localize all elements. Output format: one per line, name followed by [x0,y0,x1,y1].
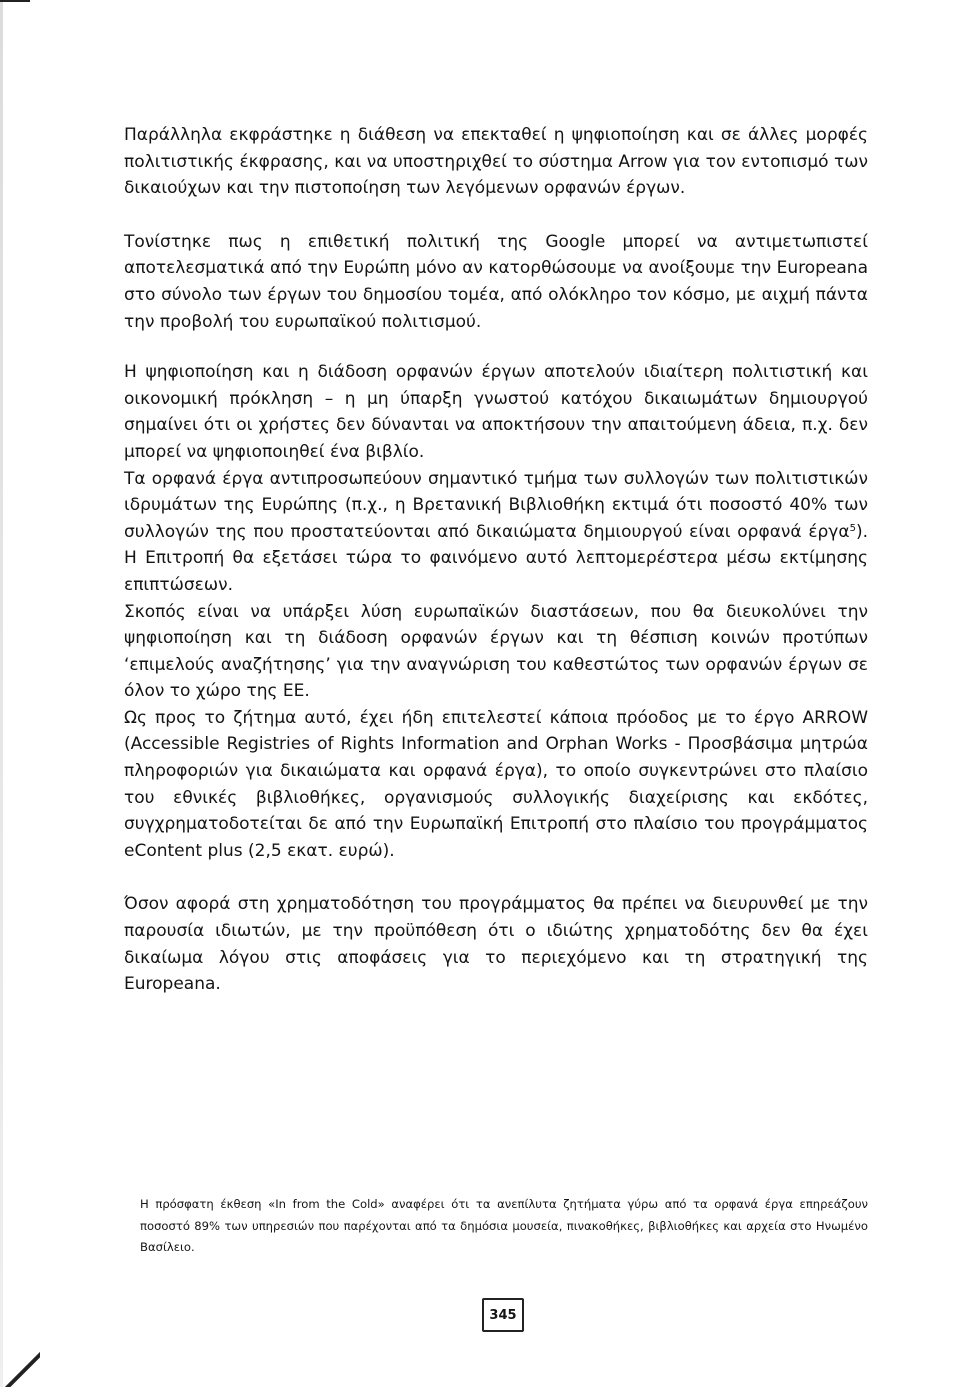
paragraph-funding: Όσον αφορά στη χρηματοδότηση του προγράμματος θα πρέπει να διευρυνθεί με την παρουσία ιδιωτών, με την προϋπόθεση ότι ο ιδιώτης χρηματοδότης δεν θα έχει δικαίωμα λόγου στις αποφάσεις για το περιεχόμενο και τη στρατηγική της Europeana. [124,894,868,995]
paragraph-orphan-works-challenge: Η ψηφιοποίηση και η διάδοση ορφανών έργων αποτελούν ιδιαίτερη πολιτιστική και οικονομική πρόκληση – η μη ύπαρξη γνωστού κατόχου δικαιωμάτων δημιουργού σημαίνει ότι οι χρήστες δεν δύνανται να αποκτήσουν την απαιτούμενη άδεια, π.χ. δεν μπορεί να ψηφιοποιηθεί ένα βιβλίο. [124,362,868,462]
footnote: Η πρόσφατη έκθεση «In from the Cold» αναφέρει ότι τα ανεπίλυτα ζητήματα γύρω από τα ορφανά έργα επηρεάζουν ποσοστό 89% των υπηρεσιών που παρέχονται από τα δημόσια μουσεία, πινακοθήκες, βιβλιοθήκες και αρχεία στο Ηνωμένο Βασίλειο. [140,1197,868,1254]
scan-mark-bottom [0,1348,40,1387]
footnote-reference: 5 [849,522,856,534]
paragraph-arrow-support: Παράλληλα εκφράστηκε η διάθεση να επεκταθεί η ψηφιοποίηση και σε άλλες μορφές πολιτιστικής έκφρασης, και να υποστηριχθεί το σύστημα Arrow για τον εντοπισμό των δικαιούχων και την πιστοποίηση των λεγόμενων ορφανών έργων. [124,125,868,199]
footnote-divider [124,1190,324,1191]
page-number: 345 [482,1298,524,1332]
paragraph-text: ). Η Επιτροπή θα εξετάσει τώρα το φαινόμενο αυτό λεπτομερέστερα μέσω εκτίμησης επιπτώσεων. [124,521,868,595]
page-body [124,122,868,998]
paragraph-orphan-works-share [124,466,868,599]
scan-edge-top [0,0,30,2]
paragraph-google-policy: Τονίστηκε πως η επιθετική πολιτική της Google μπορεί να αντιμετωπιστεί αποτελεσματικά από την Ευρώπη μόνο αν κατορθώσουμε να ανοίξουμε την Europeana στο σύνολο των έργων του δημοσίου τομέα, από ολόκληρο τον κόσμο, με αιχμή πάντα την προβολή του ευρωπαϊκού πολιτισμού. [124,231,868,332]
paragraph-text: Τα ορφανά έργα αντιπροσωπεύουν σημαντικό τμήμα των συλλογών των πολιτιστικών ιδρυμάτων της Ευρώπης (π.χ., η Βρετανική Βιβλιοθήκη εκτιμά ότι ποσοστό 40% των συλλογών της που προστατεύονται από δικαιώματα δημιουργού είναι ορφανά έργα [124,468,868,542]
paragraph-arrow-project: Ως προς το ζήτημα αυτό, έχει ήδη επιτελεστεί κάποια πρόοδος με το έργο ARROW (Accessible Registries of Rights Information and Orphan Works - Προσβάσιμα μητρώα πληροφοριών για δικαιώματα και ορφανά έργα), το οποίο συγκεντρώνει στο πλαίσιο του εθνικές βιβλιοθήκες, οργανισμούς συλλογικής διαχείρισης και εκδότες, συγχρηματοδοτείται δε από την Ευρωπαϊκή Επιτροπή στο πλαίσιο του προγράμματος eContent plus (2,5 εκατ. ευρώ). [124,707,868,861]
paragraph-european-solution: Σκοπός είναι να υπάρξει λύση ευρωπαϊκών διαστάσεων, που θα διευκολύνει την ψηφιοποίηση και τη διάδοση ορφανών έργων και τη θέσπιση κοινών προτύπων ‘επιμελούς αναζήτησης’ για την αναγνώριση του καθεστώτος των ορφανών έργων σε όλον το χώρο της ΕΕ. [124,601,868,702]
scan-edge-left [0,0,3,1387]
